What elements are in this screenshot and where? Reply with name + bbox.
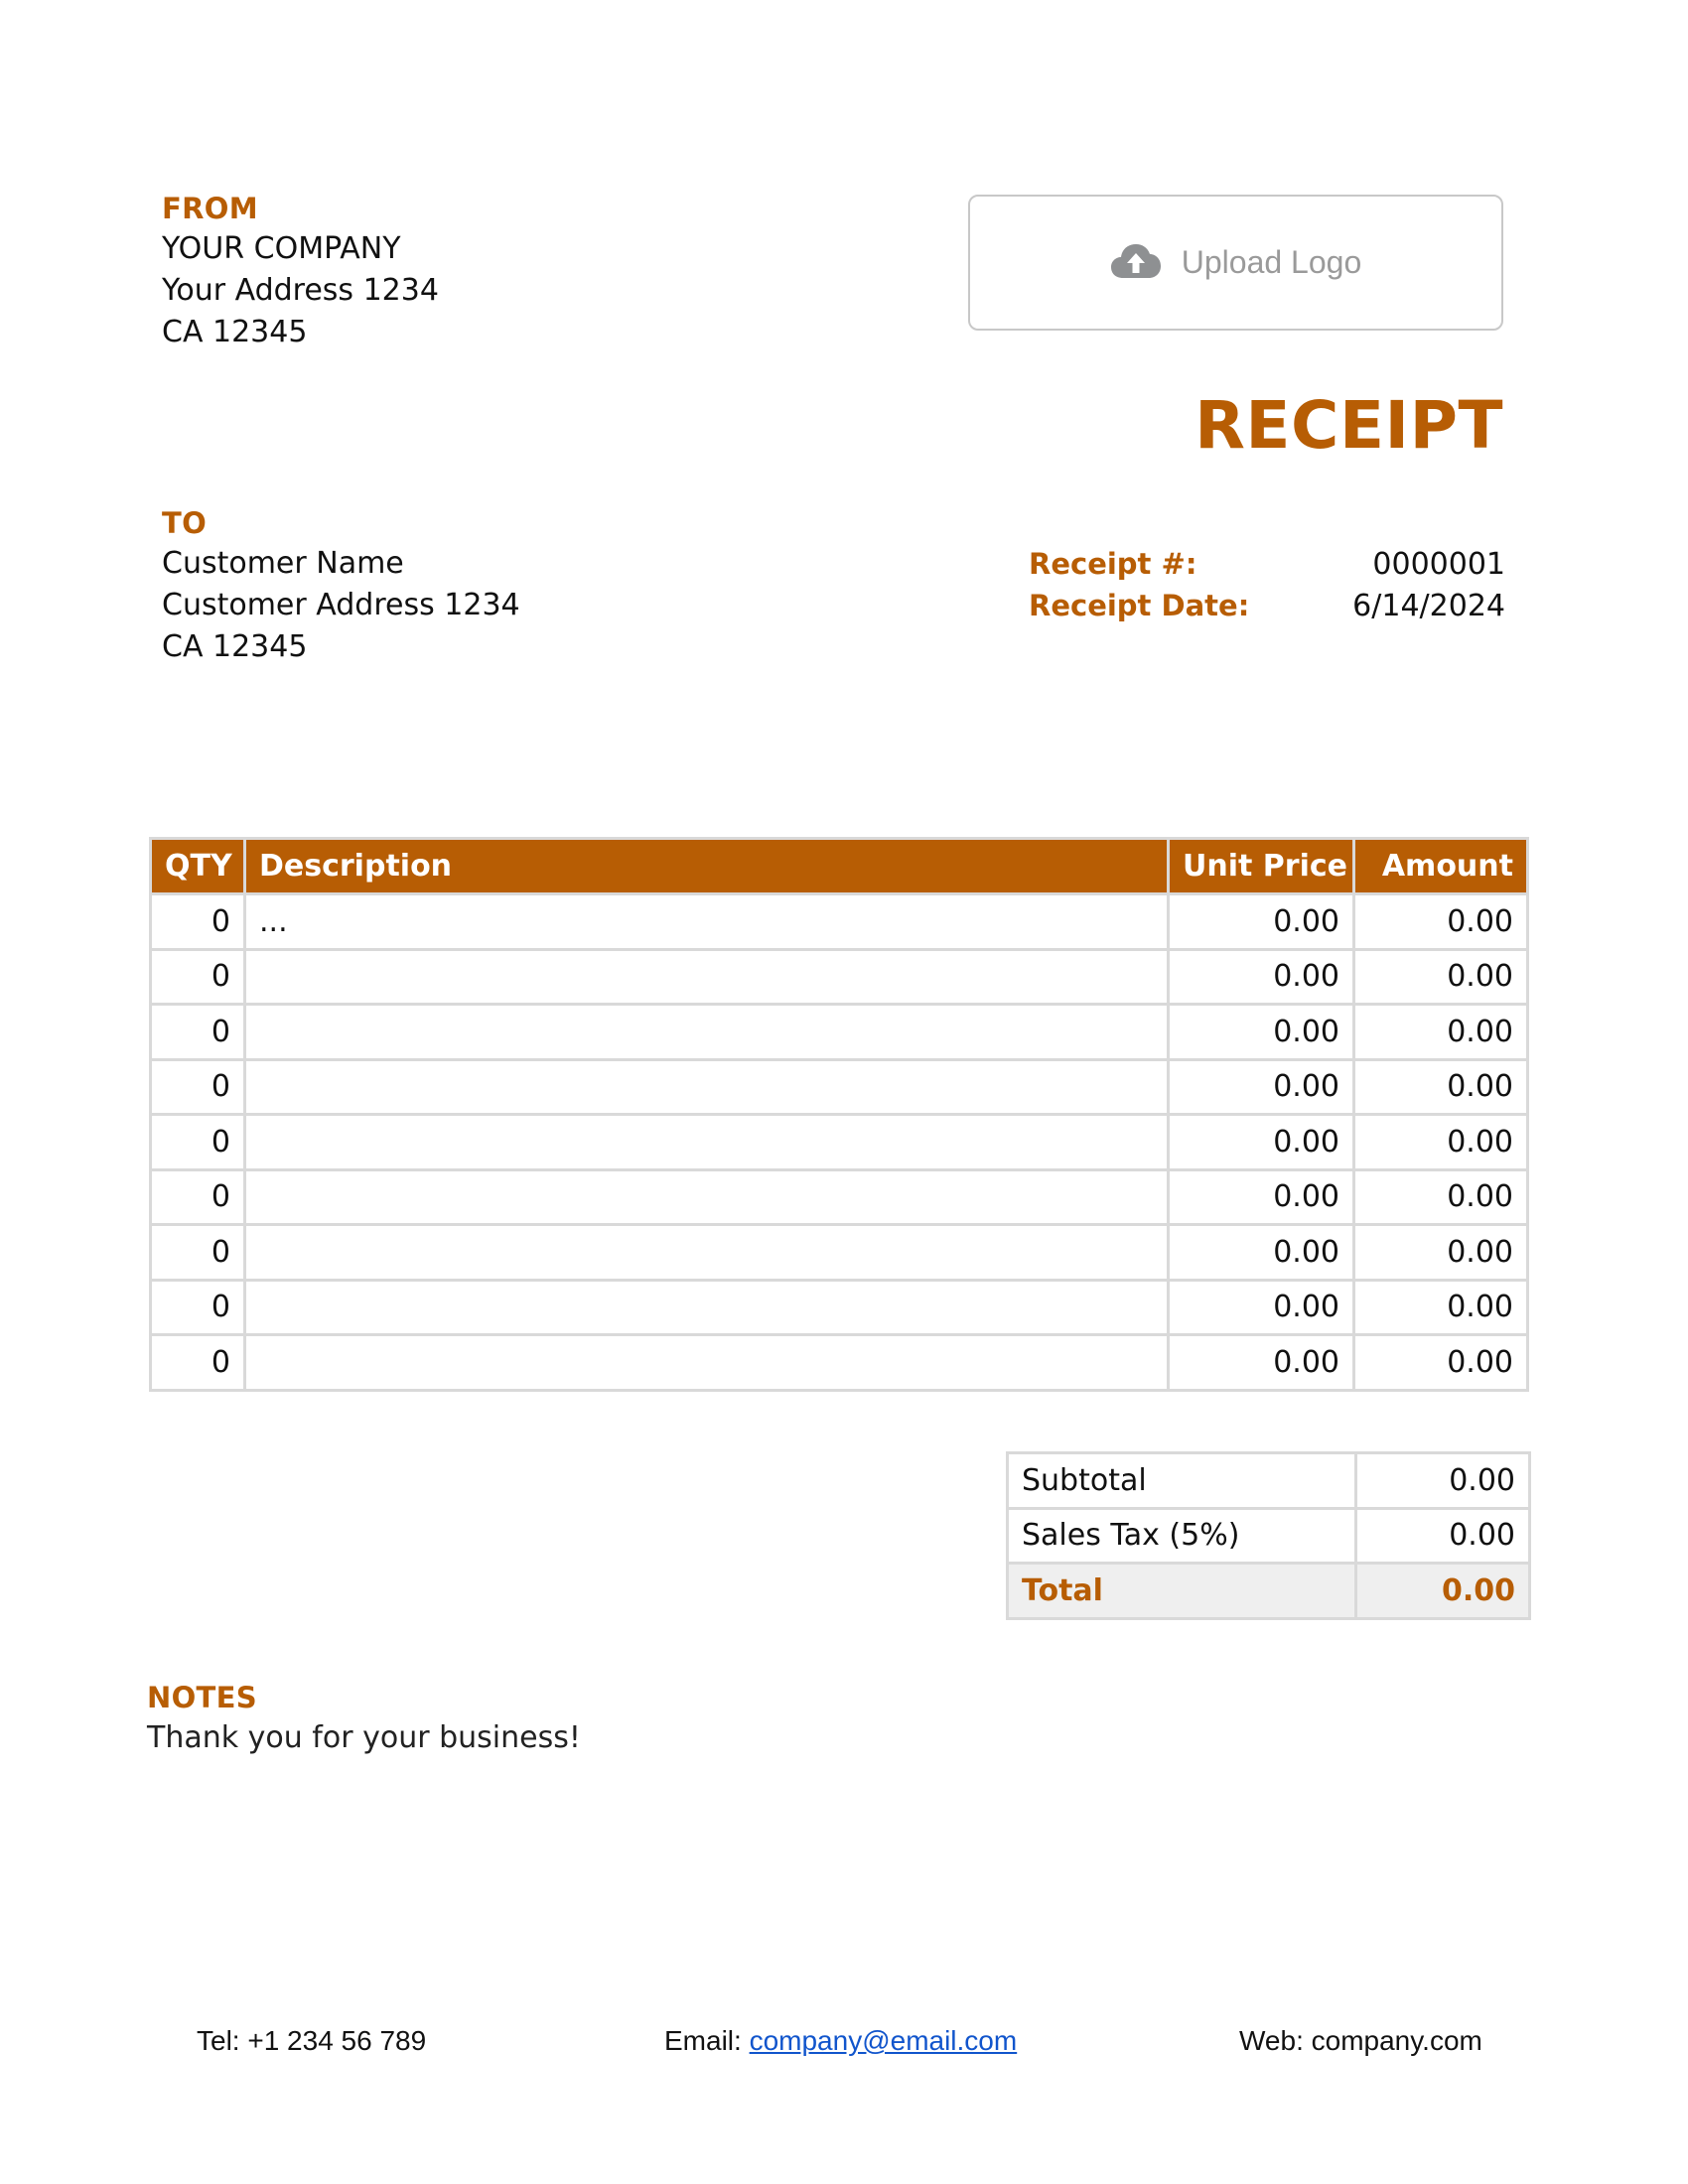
column-header-unit-price: Unit Price (1169, 839, 1354, 894)
receipt-number-row (1029, 543, 1505, 585)
table-row (151, 1115, 1528, 1170)
cell-description[interactable] (245, 1225, 1169, 1281)
footer-email-label: Email: (664, 2025, 750, 2056)
from-company: YOUR COMPANY (162, 231, 401, 266)
table-row (151, 1280, 1528, 1335)
cell-amount: 0.00 (1354, 949, 1528, 1005)
column-header-qty: QTY (151, 839, 245, 894)
cell-description[interactable] (245, 949, 1169, 1005)
cell-description[interactable] (245, 1115, 1169, 1170)
tax-row (1008, 1508, 1530, 1564)
document-title: RECEIPT (1195, 387, 1503, 464)
receipt-date-value: 6/14/2024 (1352, 588, 1505, 623)
cell-qty[interactable]: 0 (151, 1169, 245, 1225)
cell-qty[interactable]: 0 (151, 1280, 245, 1335)
cell-description[interactable] (245, 1335, 1169, 1391)
table-row (151, 949, 1528, 1005)
to-label: TO (162, 506, 208, 540)
table-row (151, 1335, 1528, 1391)
total-row (1008, 1564, 1530, 1619)
notes-label: NOTES (147, 1681, 257, 1714)
tax-label: Sales Tax (5%) (1008, 1508, 1356, 1564)
cell-unit-price[interactable]: 0.00 (1169, 1005, 1354, 1060)
footer-tel: Tel: +1 234 56 789 (197, 2025, 427, 2056)
receipt-number-label: Receipt #: (1029, 547, 1197, 581)
cell-description[interactable]: ... (245, 894, 1169, 950)
cell-amount: 0.00 (1354, 1225, 1528, 1281)
subtotal-label: Subtotal (1008, 1453, 1356, 1509)
from-section (162, 189, 439, 353)
cell-qty[interactable]: 0 (151, 1115, 245, 1170)
cell-unit-price[interactable]: 0.00 (1169, 1169, 1354, 1225)
notes-section (147, 1678, 581, 1759)
footer (0, 2025, 1688, 2069)
total-label: Total (1008, 1564, 1356, 1619)
upload-logo-button[interactable] (968, 195, 1503, 331)
customer-city: CA 12345 (162, 629, 308, 664)
table-row (151, 1169, 1528, 1225)
receipt-meta (1029, 543, 1505, 626)
receipt-number-value: 0000001 (1372, 546, 1505, 582)
totals-table (1006, 1451, 1531, 1620)
cell-amount: 0.00 (1354, 1115, 1528, 1170)
customer-address: Customer Address 1234 (162, 588, 520, 622)
cell-unit-price[interactable]: 0.00 (1169, 1280, 1354, 1335)
cell-unit-price[interactable]: 0.00 (1169, 894, 1354, 950)
cell-qty[interactable]: 0 (151, 1225, 245, 1281)
cell-unit-price[interactable]: 0.00 (1169, 949, 1354, 1005)
cell-unit-price[interactable]: 0.00 (1169, 1115, 1354, 1170)
cell-description[interactable] (245, 1169, 1169, 1225)
from-city: CA 12345 (162, 315, 308, 349)
table-header-row (151, 839, 1528, 894)
column-header-description: Description (245, 839, 1169, 894)
receipt-date-label: Receipt Date: (1029, 589, 1250, 622)
cell-unit-price[interactable]: 0.00 (1169, 1335, 1354, 1391)
cell-qty[interactable]: 0 (151, 894, 245, 950)
cell-description[interactable] (245, 1280, 1169, 1335)
from-address: Your Address 1234 (162, 273, 439, 308)
footer-email-link[interactable]: company@email.com (749, 2025, 1018, 2056)
to-section (162, 503, 520, 668)
line-items-table (149, 837, 1529, 1392)
cell-amount: 0.00 (1354, 1059, 1528, 1115)
from-label: FROM (162, 192, 258, 225)
cloud-upload-icon (1110, 242, 1162, 284)
footer-web: Web: company.com (1239, 2025, 1482, 2056)
table-row (151, 1059, 1528, 1115)
total-value: 0.00 (1356, 1564, 1530, 1619)
cell-description[interactable] (245, 1059, 1169, 1115)
cell-unit-price[interactable]: 0.00 (1169, 1225, 1354, 1281)
notes-text: Thank you for your business! (147, 1720, 581, 1755)
cell-qty[interactable]: 0 (151, 1059, 245, 1115)
cell-amount: 0.00 (1354, 1005, 1528, 1060)
receipt-date-row (1029, 585, 1505, 626)
footer-email (664, 2025, 1017, 2057)
cell-description[interactable] (245, 1005, 1169, 1060)
cell-amount: 0.00 (1354, 1335, 1528, 1391)
cell-qty[interactable]: 0 (151, 1335, 245, 1391)
table-row (151, 1225, 1528, 1281)
subtotal-row (1008, 1453, 1530, 1509)
cell-amount: 0.00 (1354, 1169, 1528, 1225)
cell-qty[interactable]: 0 (151, 1005, 245, 1060)
cell-unit-price[interactable]: 0.00 (1169, 1059, 1354, 1115)
table-row (151, 894, 1528, 950)
subtotal-value: 0.00 (1356, 1453, 1530, 1509)
column-header-amount: Amount (1354, 839, 1528, 894)
cell-amount: 0.00 (1354, 894, 1528, 950)
table-row (151, 1005, 1528, 1060)
customer-name: Customer Name (162, 546, 404, 581)
cell-qty[interactable]: 0 (151, 949, 245, 1005)
upload-logo-label: Upload Logo (1181, 244, 1362, 280)
tax-value: 0.00 (1356, 1508, 1530, 1564)
cell-amount: 0.00 (1354, 1280, 1528, 1335)
